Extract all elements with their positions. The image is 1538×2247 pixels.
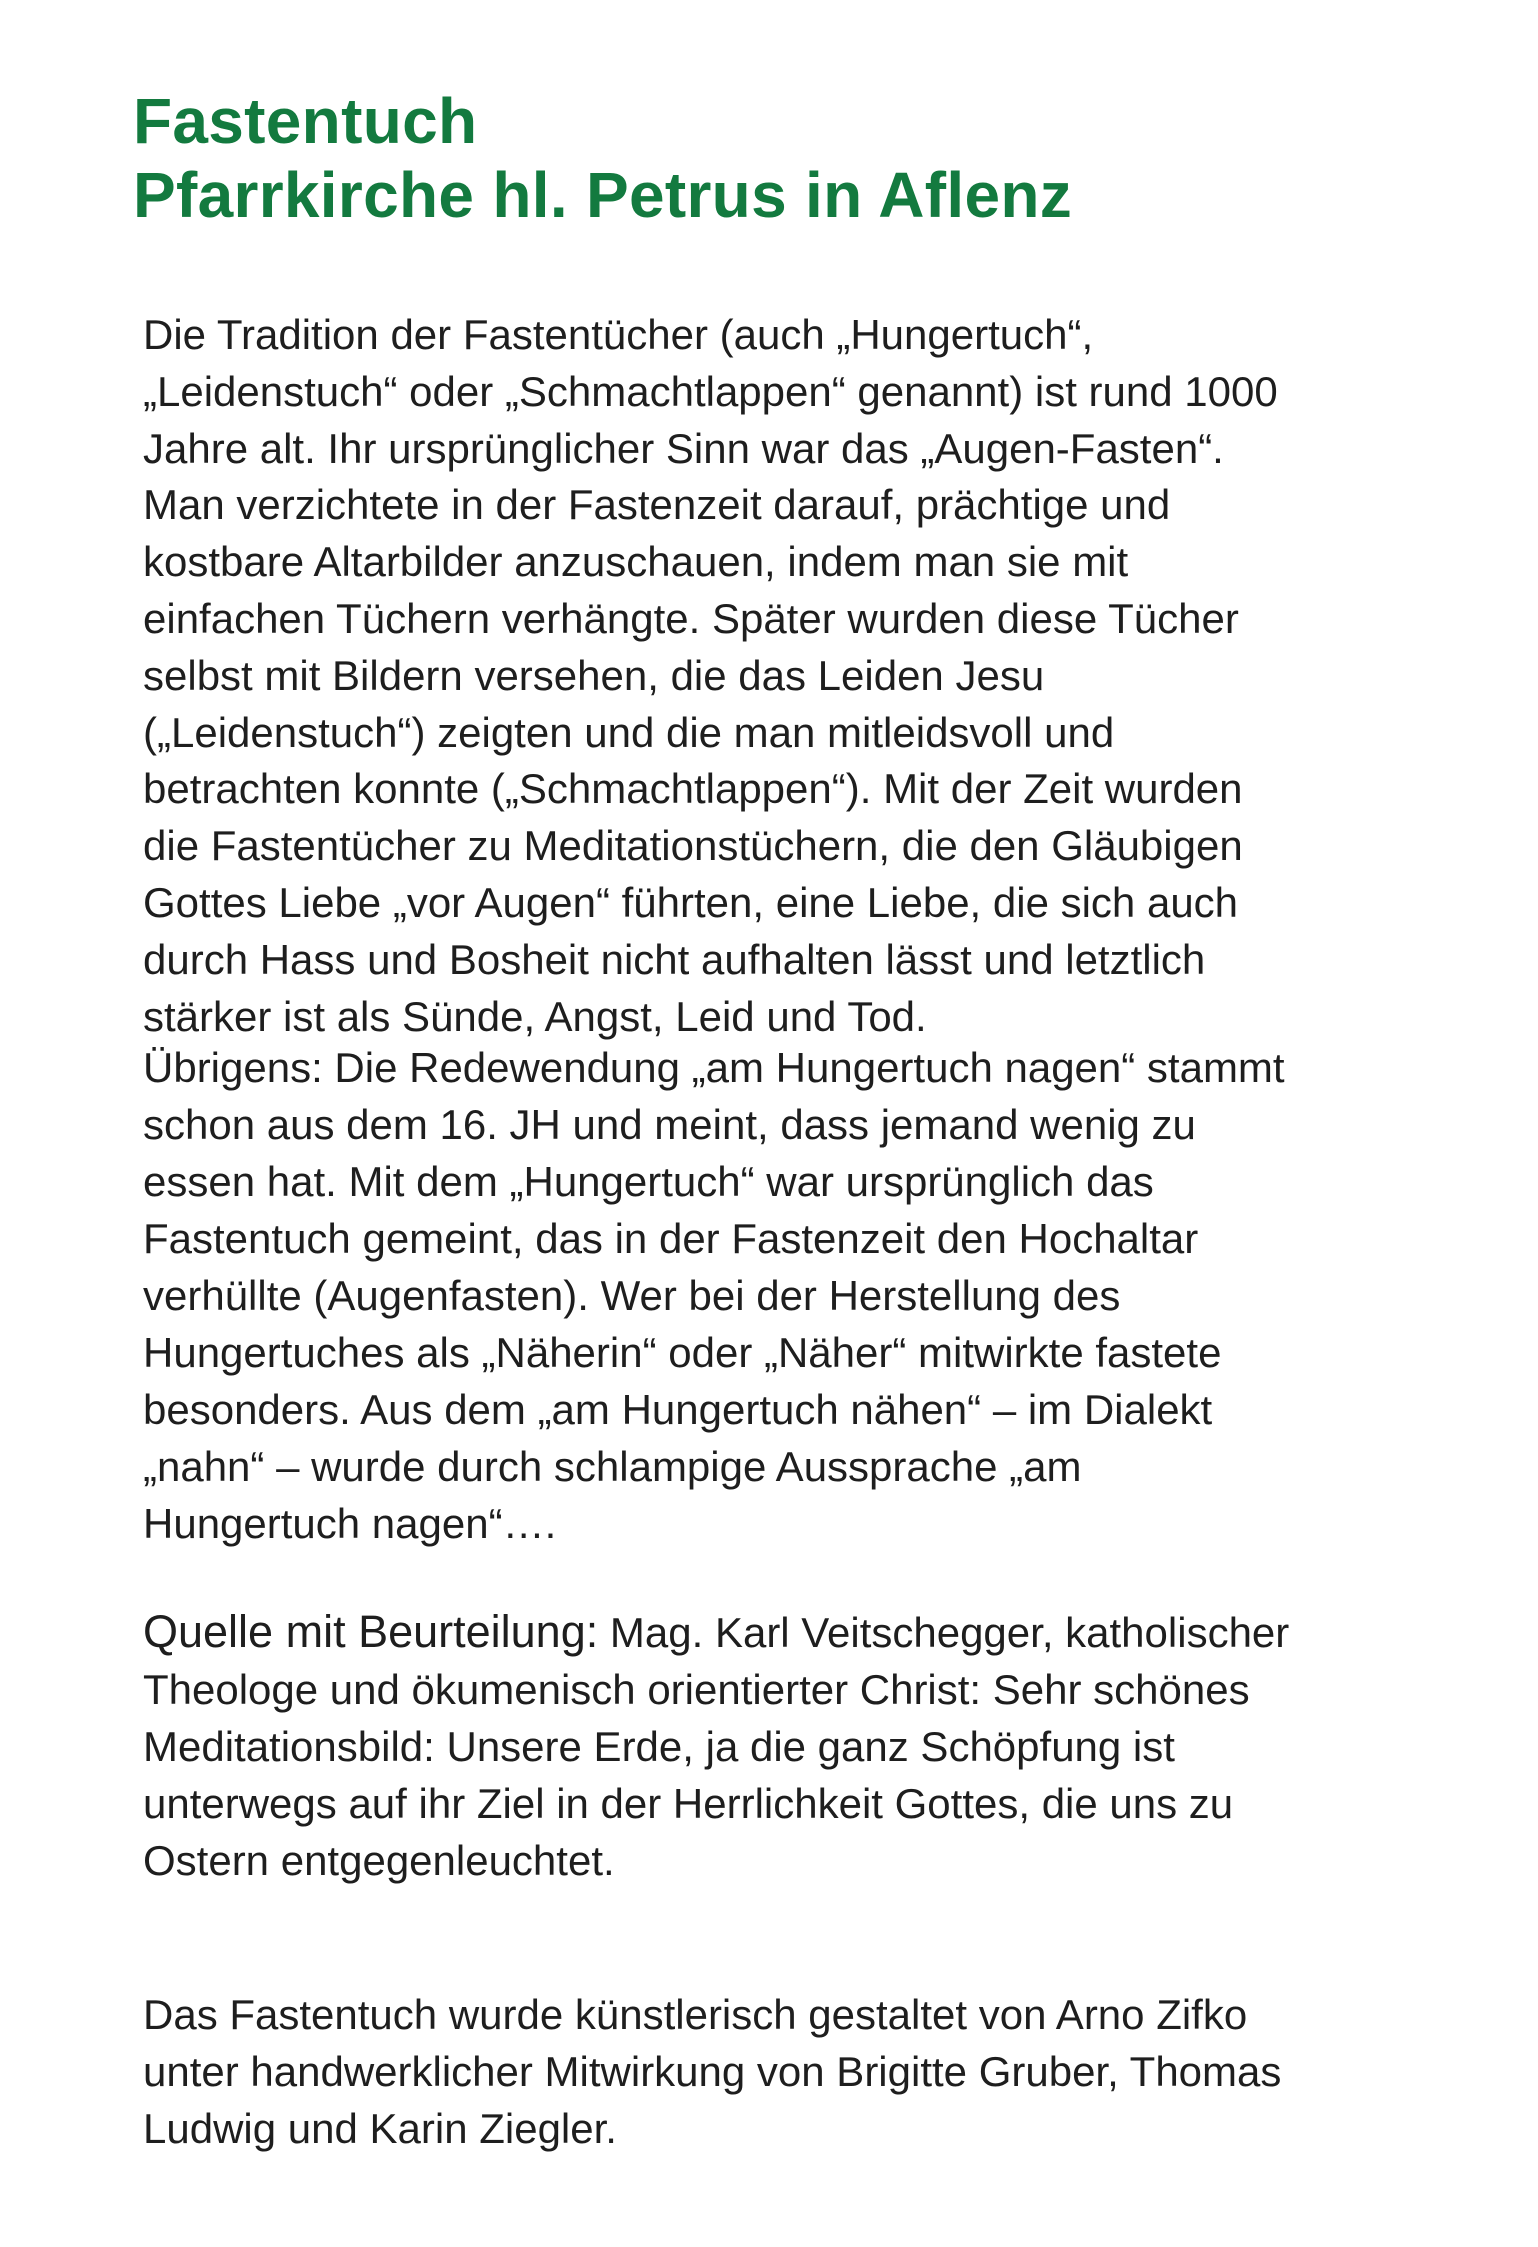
source-first-line-rest: Mag. Karl Veitschegger, katholischer [598,1609,1290,1656]
source-first-line [143,1603,1289,1661]
text-line: unterwegs auf ihr Ziel in der Herrlichkeit Gottes, die uns zu [143,1780,1234,1827]
text-line: („Leidenstuch“) zeigten und die man mitleidsvoll und [143,708,1115,756]
text-line: Ludwig und Karin Ziegler. [143,2105,617,2152]
text-line: Gottes Liebe „vor Augen“ führten, eine Liebe, die sich auch [143,878,1239,926]
text-line: Meditationsbild: Unsere Erde, ja die ganz Schöpfung ist [143,1723,1175,1770]
text-line: Fastentuch gemeint, das in der Fastenzeit den Hochaltar [143,1215,1199,1262]
text-line: Hungertuch nagen“…. [143,1500,557,1547]
text-line: stärker ist als Sünde, Angst, Leid und Tod. [143,992,927,1040]
text-line: betrachten konnte („Schmachtlappen“). Mit der Zeit wurden [143,765,1243,813]
text-line: Das Fastentuch wurde künstlerisch gestaltet von Arno Zifko [143,1991,1248,2038]
text-line: Übrigens: Die Redewendung „am Hungertuch nagen“ stammt [143,1044,1285,1091]
intro-paragraph [143,307,1278,1045]
text-line: essen hat. Mit dem „Hungertuch“ war ursprünglich das [143,1158,1154,1205]
source-paragraph [143,1603,1289,1889]
title-line-2: Pfarrkirche hl. Petrus in Aflenz [133,159,1073,231]
title-line-1: Fastentuch [133,85,478,157]
text-line: Hungertuches als „Näherin“ oder „Näher“ mitwirkte fastete [143,1329,1222,1376]
uebrigens-paragraph [143,1039,1285,1552]
text-line: Man verzichtete in der Fastenzeit darauf, prächtige und [143,481,1171,529]
text-line: „nahn“ – wurde durch schlampige Aussprache „am [143,1443,1082,1490]
text-line: verhüllte (Augenfasten). Wer bei der Herstellung des [143,1272,1121,1319]
text-line: die Fastentücher zu Meditationstüchern, die den Gläubigen [143,822,1243,870]
text-line: unter handwerklicher Mitwirkung von Brigitte Gruber, Thomas [143,2048,1282,2095]
source-lead: Quelle mit Beurteilung: [143,1606,599,1657]
text-line: kostbare Altarbilder anzuschauen, indem man sie mit [143,538,1129,586]
text-line: Die Tradition der Fastentücher (auch „Hungertuch“, [143,311,1094,358]
text-line: durch Hass und Bosheit nicht aufhalten lässt und letztlich [143,935,1206,983]
page-title [133,84,1072,232]
text-line: Jahre alt. Ihr ursprünglicher Sinn war das „Augen-Fasten“. [143,424,1224,472]
text-line: „Leidenstuch“ oder „Schmachtlappen“ genannt) ist rund 1000 [143,367,1278,415]
text-line: einfachen Tüchern verhängte. Später wurden diese Tücher [143,594,1239,642]
text-line: besonders. Aus dem „am Hungertuch nähen“ – im Dialekt [143,1386,1213,1433]
text-line: selbst mit Bildern versehen, die das Leiden Jesu [143,651,1045,699]
text-line: Ostern entgegenleuchtet. [143,1837,615,1884]
credits-paragraph [143,1986,1281,2157]
text-line: Theologe und ökumenisch orientierter Christ: Sehr schönes [143,1666,1250,1713]
text-line: schon aus dem 16. JH und meint, dass jemand wenig zu [143,1101,1196,1148]
